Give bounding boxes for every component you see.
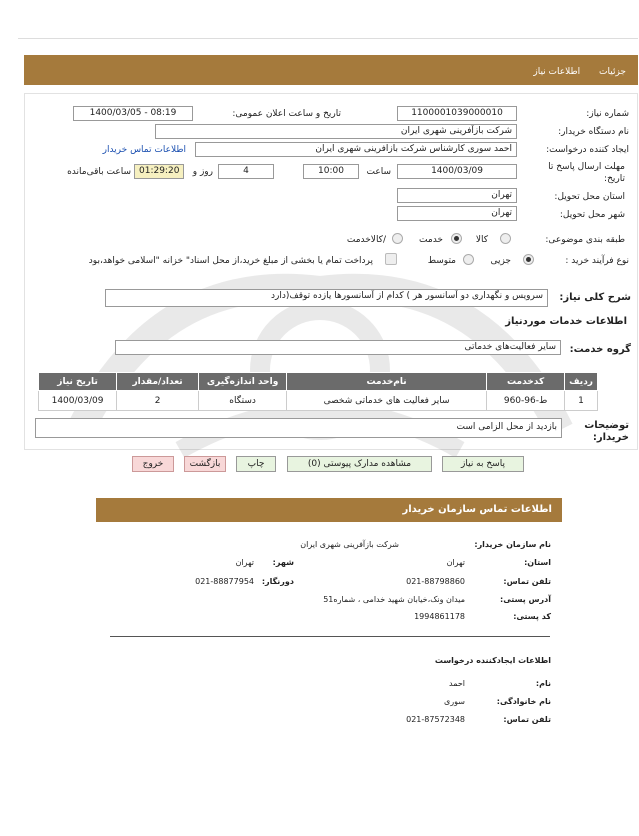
contact-province-value: تهران [446, 558, 465, 567]
services-table [38, 372, 598, 411]
category-goods-radio[interactable] [500, 233, 511, 244]
back-button[interactable]: بازگشت [184, 456, 226, 472]
table-cell: دستگاه [199, 391, 287, 411]
org-name-label: نام سازمان خریدار: [474, 540, 551, 549]
remaining-time-field: 01:29:20 [134, 164, 184, 179]
summary-field: سرویس و نگهداری دو آسانسور هر ) کدام از آسانسورها یازده توقف(دارد [105, 289, 548, 307]
creator-field: احمد سوری کارشناس شرکت بازافرینی شهری ایران [195, 142, 517, 157]
table-header-cell: تعداد/مقدار [117, 373, 199, 391]
days-label: روز و [192, 167, 213, 177]
deadline-label: مهلت ارسال پاسخ تا تاریخ: [548, 162, 625, 184]
deadline-date-field: 1400/03/09 [397, 164, 517, 179]
buyer-contact-link[interactable]: اطلاعات تماس خریدار [102, 145, 186, 155]
table-cell: 1400/03/09 [39, 391, 117, 411]
buyer-label: نام دستگاه خریدار: [558, 127, 629, 137]
treasury-payment-checkbox[interactable] [385, 253, 397, 265]
org-name-value: شرکت بازآفرینی شهری ایران [300, 540, 399, 549]
process-medium-label: متوسط [427, 256, 456, 266]
category-service-radio[interactable] [451, 233, 462, 244]
service-group-field: سایر فعالیت‌های خدماتی [115, 340, 561, 355]
city-field: تهران [397, 206, 517, 221]
creator-label: ایجاد کننده درخواست: [546, 145, 629, 155]
postal-code-label: کد پستی: [513, 612, 551, 621]
exit-button[interactable]: خروج [132, 456, 174, 472]
page-header [24, 55, 638, 85]
service-group-label: گروه خدمت: [569, 344, 631, 355]
province-label: استان محل تحویل: [554, 192, 625, 202]
contact-fax-label: دورنگار: [261, 577, 294, 586]
treasury-payment-note: پرداخت تمام یا بخشی از مبلغ خرید،از محل اسناد" خزانه "اسلامی خواهد،بود [88, 256, 373, 266]
postal-address-label: آدرس پستی: [500, 595, 551, 604]
requester-info-title: اطلاعات ایجادکننده درخواست [434, 656, 551, 665]
process-partial-label: جزیی [490, 256, 511, 266]
remaining-time-label: ساعت باقی‌مانده [67, 167, 131, 177]
contact-fax-value: 021-88877954 [195, 577, 254, 586]
requester-family-value: سوری [444, 697, 465, 706]
tab-need-info[interactable]: اطلاعات نیاز [533, 67, 581, 77]
contact-province-label: استان: [524, 558, 551, 567]
need-number-label: شماره نیاز: [586, 109, 629, 119]
table-header-cell: کدخدمت [487, 373, 565, 391]
requester-phone-value: 021-87572348 [406, 715, 465, 724]
province-field: تهران [397, 188, 517, 203]
services-title: اطلاعات خدمات موردنیاز [505, 316, 627, 327]
requester-name-label: نام: [535, 679, 551, 688]
table-header-row [39, 373, 598, 391]
contact-phone-value: 021-88798860 [406, 577, 465, 586]
table-cell: 1 [565, 391, 598, 411]
deadline-time-field: 10:00 [303, 164, 359, 179]
summary-label: شرح کلی نیاز: [559, 292, 631, 303]
city-label: شهر محل تحویل: [559, 210, 625, 220]
table-cell: 2 [117, 391, 199, 411]
contact-city-label: شهر: [272, 558, 294, 567]
contact-city-value: تهران [235, 558, 254, 567]
need-number-field: 1100001039000010 [397, 106, 517, 121]
table-header-cell: واحد اندازه‌گیری [199, 373, 287, 391]
postal-code-value: 1994861178 [414, 612, 465, 621]
view-documents-button[interactable]: مشاهده مدارک پیوستی (0) [287, 456, 432, 472]
table-cell: سایر فعالیت های خدماتی شخصی [287, 391, 487, 411]
table-header-cell: ردیف [565, 373, 598, 391]
process-partial-radio[interactable] [523, 254, 534, 265]
deadline-time-label: ساعت [366, 167, 391, 177]
table-cell: ط-96-960 [487, 391, 565, 411]
contact-phone-label: تلفن تماس: [503, 577, 551, 586]
days-remaining-field: 4 [218, 164, 274, 179]
buyer-field: شرکت بازآفرینی شهری ایران [155, 124, 517, 139]
requester-phone-label: تلفن تماس: [503, 715, 551, 724]
process-type-label: نوع فرآیند خرید : [565, 256, 629, 266]
category-goods-service-label: /کالاخدمت [346, 235, 386, 245]
announce-date-label: تاریخ و ساعت اعلان عمومی: [232, 109, 341, 119]
tab-details[interactable]: جزئیات [599, 67, 626, 77]
buyer-contact-header: اطلاعات تماس سازمان خریدار [96, 498, 562, 522]
buyer-description-field: بازدید از محل الزامی است [35, 418, 562, 438]
category-service-label: خدمت [419, 235, 443, 245]
category-goods-service-radio[interactable] [392, 233, 403, 244]
process-medium-radio[interactable] [463, 254, 474, 265]
table-header-cell: نام‌خدمت [287, 373, 487, 391]
buyer-description-label: توضیحات خریدار: [584, 420, 629, 443]
requester-family-label: نام خانوادگی: [496, 697, 551, 706]
top-divider [18, 38, 638, 39]
category-label: طبقه بندی موضوعی: [545, 235, 625, 245]
table-row [39, 391, 598, 411]
table-header-cell: تاریخ نیاز [39, 373, 117, 391]
print-button[interactable]: چاپ [236, 456, 276, 472]
respond-button[interactable]: پاسخ به نیاز [442, 456, 524, 472]
postal-address-value: میدان ونک،خیابان شهید خدامی ، شماره51 [323, 595, 465, 604]
announce-date-field: 1400/03/05 - 08:19 [73, 106, 193, 121]
section-divider [110, 636, 550, 637]
requester-name-value: احمد [449, 679, 465, 688]
category-goods-label: کالا [475, 235, 488, 245]
